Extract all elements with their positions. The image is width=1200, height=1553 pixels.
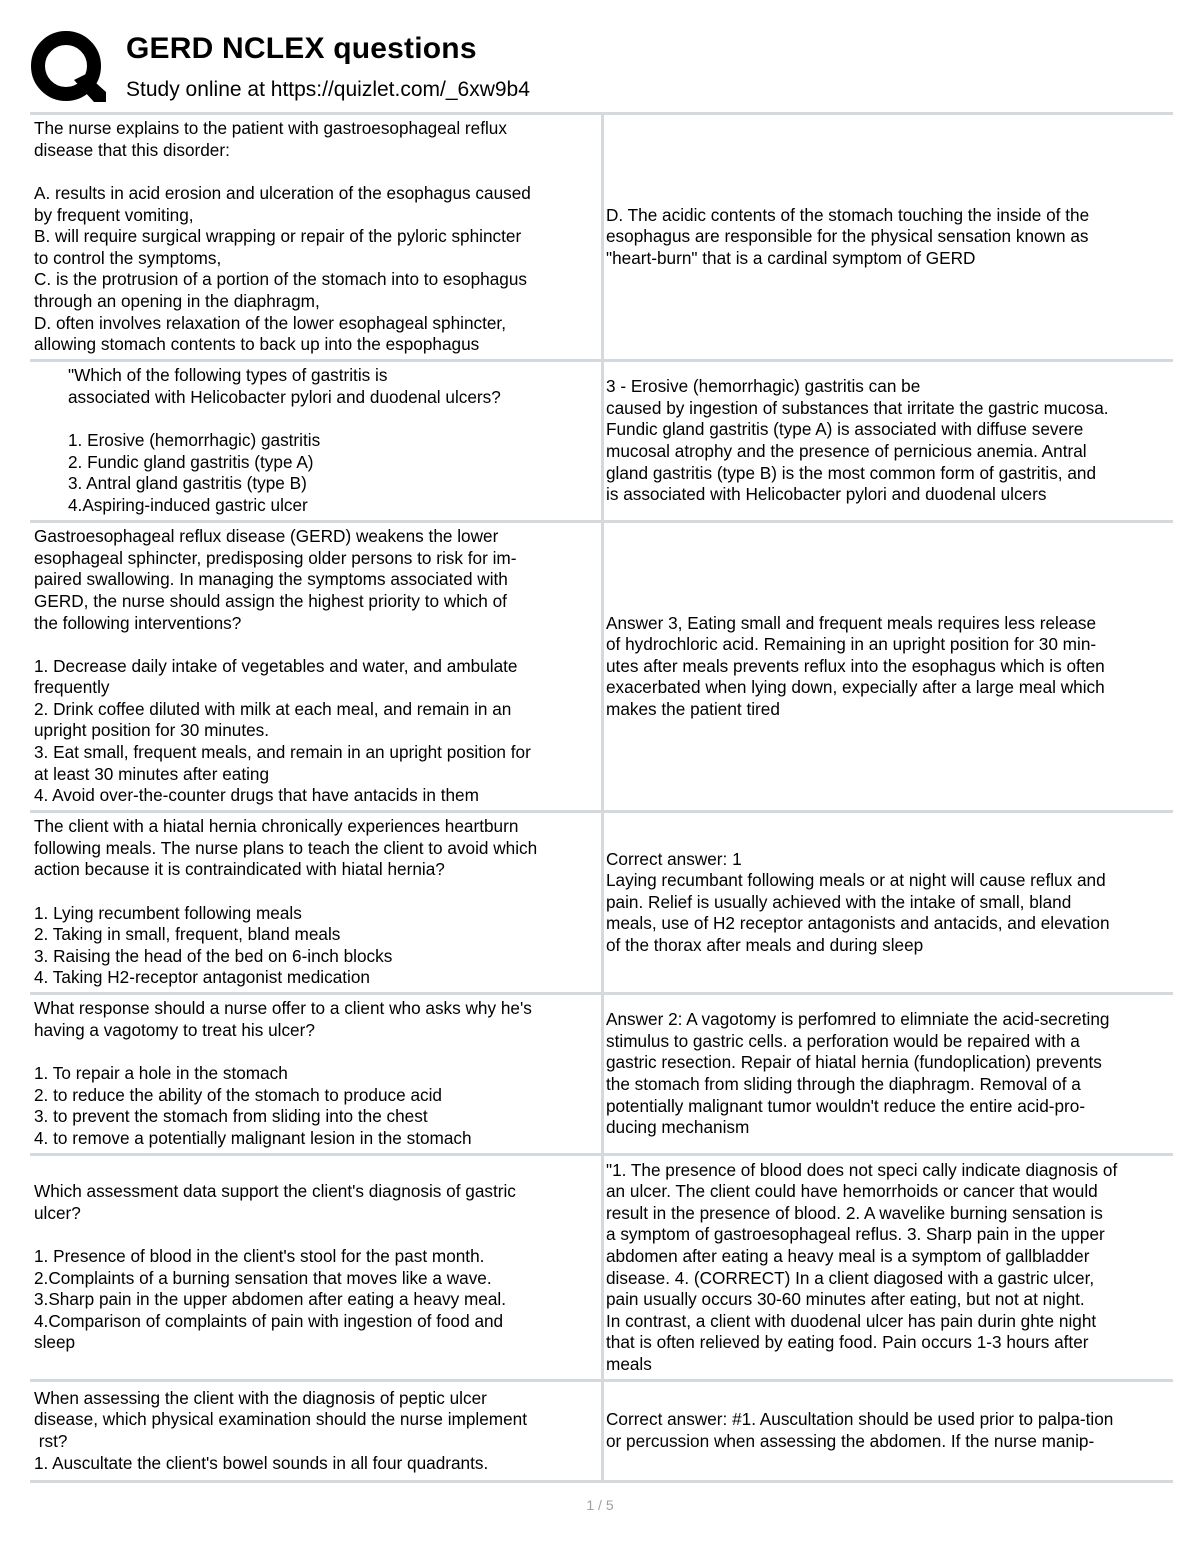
question-text: "Which of the following types of gastritis is associated with Helicobacter pylori and duodenal ulcers? 1. Erosive (hemorrhagic) gastritis 2. Fundic gland gastritis (type A) 3. Antral gland gastritis (type B) 4.Aspiring-induced gastric ulcer xyxy=(68,365,501,515)
question-cell xyxy=(30,813,596,992)
answer-text: Answer 2: A vagotomy is perfomred to elimniate the acid-secreting stimulus to gastric cells. a perforation would be repaired with a gastric resection. Repair of hiatal hernia (fundoplication) prevents the stomach from sliding through the diaphragm. Removal of a potentially malignant tumor wouldn't reduce the entire acid-pro- ducing mechanism xyxy=(606,1009,1110,1138)
answer-text: D. The acidic contents of the stomach touching the inside of the esophagus are responsible for the physical sensation known as "heart-burn" that is a cardinal symptom of GERD xyxy=(606,204,1090,268)
answer-cell xyxy=(601,995,1173,1153)
answer-cell xyxy=(601,813,1173,992)
question-cell xyxy=(30,523,596,810)
question-cell xyxy=(30,1382,596,1480)
question-text: Gastroesophageal reflux disease (GERD) weakens the lower esophageal sphincter, predisposing older persons to risk for im- paired swallowing. In managing the symptoms associated with GERD, the nurse should assign the highest priority to which of the following interventions? 1. Decrease daily intake of vegetables and water, and ambulate frequently 2. Drink coffee diluted with milk at each meal, and remain in an upright position for 30 minutes. 3. Eat small, frequent meals, and remain in an upright position for at least 30 minutes after eating 4. Avoid over-the-counter drugs that have antacids in them xyxy=(34,526,531,806)
answer-cell xyxy=(601,1156,1173,1379)
page-title: GERD NCLEX questions xyxy=(126,32,477,65)
answer-text: "1. The presence of blood does not speci cally indicate diagnosis of an ulcer. The client could have hemorrhoids or cancer that would result in the presence of blood. 2. A wavelike burning sensation is a symptom of gastroesophageal reflus. 3. Sharp pain in the upper abdomen after eating a heavy meal is a symptom of gallbladder disease. 4. (CORRECT) In a client diagosed with a gastric ulcer, pain usually occurs 30-60 minutes after eating, but not at night. In contrast, a client with duodenal ulcer has pain durin ghte night that is often relieved by eating food. Pain occurs 1-3 hours after meals xyxy=(606,1159,1118,1374)
question-text: When assessing the client with the diagnosis of peptic ulcer disease, which physical examination should the nurse implement rst? 1. Auscultate the client's bowel sounds in all four quadrants. xyxy=(34,1387,527,1473)
answer-cell xyxy=(601,1382,1173,1480)
question-cell xyxy=(30,115,596,359)
question-text: Which assessment data support the client's diagnosis of gastric ulcer? 1. Presence of blood in the client's stool for the past month. 2.Complaints of a burning sensation that moves like a wave. 3.Sharp pain in the upper abdomen after eating a heavy meal. 4.Comparison of complaints of pain with ingestion of food and sleep xyxy=(34,1181,516,1353)
card-row xyxy=(30,810,1173,992)
answer-text: Correct answer: 1 Laying recumbant following meals or at night will cause reflux and pain. Relief is usually achieved with the intake of small, bland meals, use of H2 receptor antagonists and antacids, and elevation of the thorax after meals and during sleep xyxy=(606,848,1110,955)
card-row xyxy=(30,1153,1173,1379)
question-cell xyxy=(30,1156,596,1379)
quizlet-logo-icon xyxy=(30,30,106,106)
page-number: 1 / 5 xyxy=(586,1497,614,1513)
question-text: The client with a hiatal hernia chronically experiences heartburn following meals. The nurse plans to teach the client to avoid which action because it is contraindicated with hiatal hernia? 1. Lying recumbent following meals 2. Taking in small, frequent, bland meals 3. Raising the head of the bed on 6-inch blocks 4. Taking H2-receptor antagonist medication xyxy=(34,816,538,988)
study-link[interactable]: Study online at https://quizlet.com/_6xw9b4 xyxy=(126,78,530,101)
answer-text: 3 - Erosive (hemorrhagic) gastritis can be caused by ingestion of substances that irritate the gastric mucosa. Fundic gland gastritis (type A) is associated with diffuse severe mucosal atrophy and the presence of pernicious anemia. Antral gland gastritis (type B) is the most common form of gastritis, and is associated with Helicobacter pylori and duodenal ulcers xyxy=(606,376,1109,505)
question-cell xyxy=(30,362,596,520)
question-cell xyxy=(30,995,596,1153)
card-row xyxy=(30,992,1173,1153)
answer-cell xyxy=(601,362,1173,520)
card-row xyxy=(30,359,1173,520)
answer-text: Correct answer: #1. Auscultation should be used prior to palpa-tion or percussion when assessing the abdomen. If the nurse manip- xyxy=(606,1409,1114,1451)
card-row xyxy=(30,520,1173,810)
question-text: What response should a nurse offer to a client who asks why he's having a vagotomy to treat his ulcer? 1. To repair a hole in the stomach 2. to reduce the ability of the stomach to produce acid 3. to prevent the stomach from sliding into the chest 4. to remove a potentially malignant lesion in the stomach xyxy=(34,998,532,1148)
answer-cell xyxy=(601,115,1173,359)
question-text: The nurse explains to the patient with gastroesophageal reflux disease that this disorder: A. results in acid erosion and ulceration of the esophagus caused by frequent vomiting, B. will require surgical wrapping or repair of the pyloric sphincter to control the symptoms, C. is the protrusion of a portion of the stomach into to esophagus through an opening in the diaphragm, D. often involves relaxation of the lower esophageal sphincter, allowing stomach contents to back up into the espophagus xyxy=(34,118,531,355)
answer-text: Answer 3, Eating small and frequent meals requires less release of hydrochloric acid. Remaining in an upright position for 30 min- utes after meals prevents reflux into the esophagus which is often exacerbated when lying down, expecially after a large meal which makes the patient tired xyxy=(606,612,1105,719)
card-row xyxy=(30,1379,1173,1483)
card-row xyxy=(30,112,1173,359)
answer-cell xyxy=(601,523,1173,810)
